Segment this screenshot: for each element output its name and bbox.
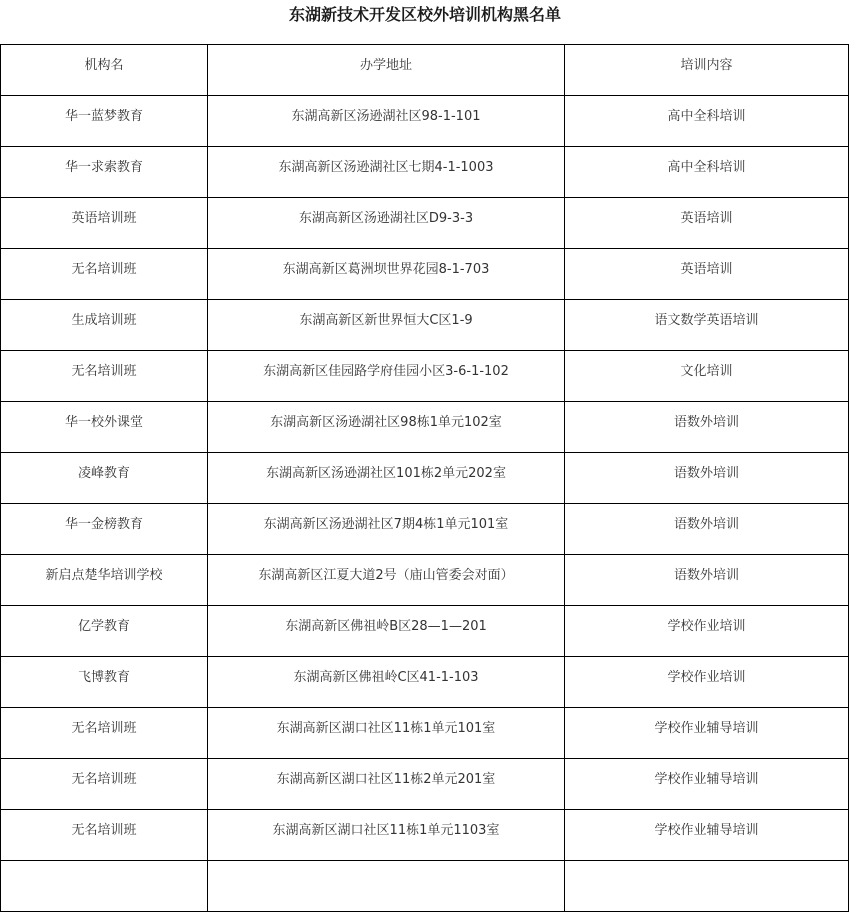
table-row-empty (1, 861, 849, 912)
table-row (1, 657, 849, 708)
table-row (1, 810, 849, 861)
cell-address: 东湖高新区汤逊湖社区98栋1单元102室 (208, 402, 565, 453)
cell-name: 华一蓝梦教育 (1, 96, 208, 147)
table-row (1, 759, 849, 810)
table-row (1, 351, 849, 402)
cell-name: 英语培训班 (1, 198, 208, 249)
cell-name: 新启点楚华培训学校 (1, 555, 208, 606)
table-row (1, 504, 849, 555)
cell-content: 英语培训 (565, 198, 849, 249)
cell-name: 无名培训班 (1, 810, 208, 861)
cell-address: 东湖高新区佳园路学府佳园小区3-6-1-102 (208, 351, 565, 402)
cell-address: 东湖高新区湖口社区11栋2单元201室 (208, 759, 565, 810)
cell-empty (208, 861, 565, 912)
table-row (1, 708, 849, 759)
cell-name: 华一金榜教育 (1, 504, 208, 555)
cell-address: 东湖高新区湖口社区11栋1单元101室 (208, 708, 565, 759)
cell-name: 亿学教育 (1, 606, 208, 657)
cell-address: 东湖高新区佛祖岭C区41-1-103 (208, 657, 565, 708)
cell-address: 东湖高新区汤逊湖社区101栋2单元202室 (208, 453, 565, 504)
table-row (1, 453, 849, 504)
cell-address: 东湖高新区汤逊湖社区7期4栋1单元101室 (208, 504, 565, 555)
cell-empty (1, 861, 208, 912)
cell-address: 东湖高新区汤逊湖社区七期4-1-1003 (208, 147, 565, 198)
cell-content: 高中全科培训 (565, 147, 849, 198)
cell-content: 学校作业辅导培训 (565, 708, 849, 759)
cell-content: 语数外培训 (565, 402, 849, 453)
table-header-row (1, 45, 849, 96)
cell-name: 无名培训班 (1, 249, 208, 300)
cell-content: 语数外培训 (565, 555, 849, 606)
cell-address: 东湖高新区新世界恒大C区1-9 (208, 300, 565, 351)
cell-content: 文化培训 (565, 351, 849, 402)
cell-address: 东湖高新区江夏大道2号（庙山管委会对面） (208, 555, 565, 606)
cell-name: 生成培训班 (1, 300, 208, 351)
cell-empty (565, 861, 849, 912)
cell-address: 东湖高新区葛洲坝世界花园8-1-703 (208, 249, 565, 300)
table-row (1, 555, 849, 606)
cell-name: 无名培训班 (1, 708, 208, 759)
cell-content: 语文数学英语培训 (565, 300, 849, 351)
cell-content: 学校作业辅导培训 (565, 759, 849, 810)
cell-name: 飞博教育 (1, 657, 208, 708)
cell-content: 学校作业辅导培训 (565, 810, 849, 861)
column-header-content: 培训内容 (565, 45, 849, 96)
cell-name: 华一求索教育 (1, 147, 208, 198)
page-title: 东湖新技术开发区校外培训机构黑名单 (288, 5, 561, 24)
cell-content: 语数外培训 (565, 504, 849, 555)
table-row (1, 96, 849, 147)
cell-content: 学校作业培训 (565, 606, 849, 657)
table-row (1, 300, 849, 351)
table-row (1, 249, 849, 300)
column-header-name: 机构名 (1, 45, 208, 96)
cell-address: 东湖高新区汤逊湖社区98-1-101 (208, 96, 565, 147)
cell-content: 高中全科培训 (565, 96, 849, 147)
cell-name: 无名培训班 (1, 759, 208, 810)
column-header-address: 办学地址 (208, 45, 565, 96)
cell-address: 东湖高新区湖口社区11栋1单元1103室 (208, 810, 565, 861)
table-row (1, 606, 849, 657)
blacklist-table (0, 44, 849, 912)
cell-name: 无名培训班 (1, 351, 208, 402)
table-row (1, 198, 849, 249)
cell-content: 学校作业培训 (565, 657, 849, 708)
cell-name: 凌峰教育 (1, 453, 208, 504)
table-row (1, 402, 849, 453)
cell-content: 语数外培训 (565, 453, 849, 504)
cell-address: 东湖高新区汤逊湖社区D9-3-3 (208, 198, 565, 249)
cell-name: 华一校外课堂 (1, 402, 208, 453)
cell-address: 东湖高新区佛祖岭B区28—1—201 (208, 606, 565, 657)
cell-content: 英语培训 (565, 249, 849, 300)
table-row (1, 147, 849, 198)
